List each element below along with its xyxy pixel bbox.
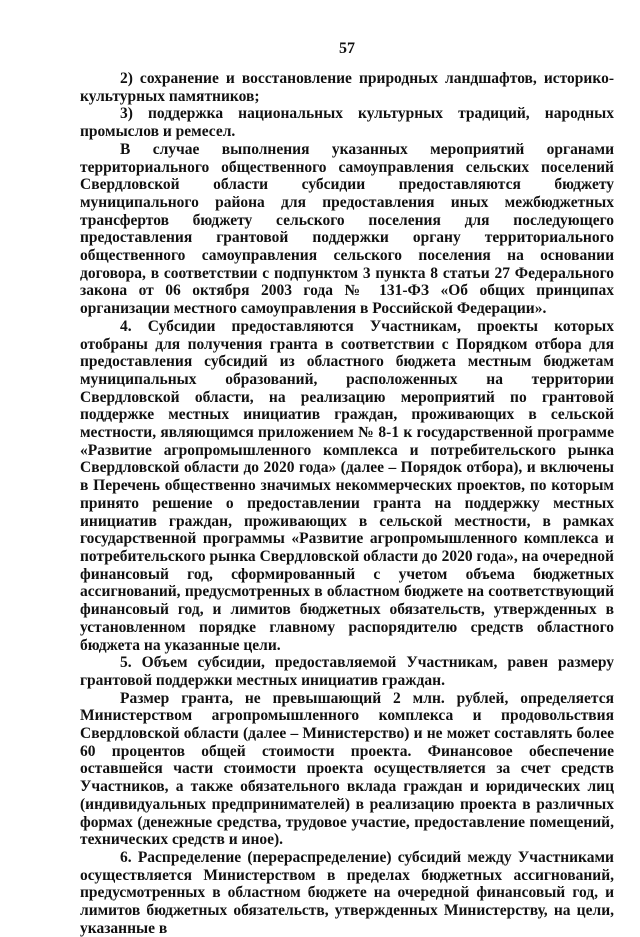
paragraph-tos-case: В случае выполнения указанных мероприятий органами территориального общественного самоуправления сельских поселений Свердловской области субсидии предоставляются бюджету муниципального района для предоставления иных межбюджетных трансфертов бюджету сельского поселения для последующего предоставления грантовой поддержки органу территориального общественного самоуправления сельского поселения на основании договора, в соответствии с подпунктом 3 пункта 8 статьи 27 Федерального закона от 06 октября 2003 года № 131-ФЗ «Об общих принципах организации местного самоуправления в Российской Федерации». (80, 140, 614, 318)
paragraph-item-3: 3) поддержка национальных культурных традиций, народных промыслов и ремесел. (80, 105, 614, 141)
paragraph-grant-size: Размер гранта, не превышающий 2 млн. рублей, определяется Министерством агропромышленного комплекса и продовольствия Свердловской области (далее – Министерство) и не может составлять более 60 процентов общей стоимости проекта. Финансовое обеспечение оставшейся части стоимости проекта осуществляется за счет средств Участников, а также обязательного вклада граждан и юридических лиц (индивидуальных предпринимателей) в реализацию проекта в различных формах (денежные средства, трудовое участие, предоставление помещений, технических средств и иное). (80, 689, 614, 849)
paragraph-item-2: 2) сохранение и восстановление природных ландшафтов, историко-культурных памятников; (80, 70, 614, 105)
page-number: 57 (339, 40, 355, 57)
document-page (80, 40, 614, 937)
paragraph-clause-4: 4. Субсидии предоставляются Участникам, проекты которых отобраны для получения гранта в соответствии с Порядком отбора для предоставления субсидий из областного бюджета местным бюджетам муниципальных образований, расположенных на территории Свердловской области, на реализацию мероприятий по грантовой поддержке местных инициатив граждан, проживающих в сельской местности, являющимся приложением № 8-1 к государственной программе «Развитие агропромышленного комплекса и потребительского рынка Свердловской области до 2020 года» (далее – Порядок отбора), и включены в Перечень общественно значимых некоммерческих проектов, по которым принято решение о предоставлении гранта на поддержку местных инициатив граждан, проживающих в сельской местности, в рамках государственной программы «Развитие агропромышленного комплекса и потребительского рынка Свердловской области до 2020 года», на очередной финансовый год, сформированный с учетом объема бюджетных ассигнований, предусмотренных в областном бюджете на соответствующий финансовый год, и лимитов бюджетных обязательств, утвержденных в установленном порядке главному распорядителю средств областного бюджета на указанные цели. (80, 317, 614, 654)
paragraph-clause-5: 5. Объем субсидии, предоставляемой Участникам, равен размеру грантовой поддержки местных инициатив граждан. (80, 654, 614, 689)
paragraph-clause-6: 6. Распределение (перераспределение) субсидий между Участниками осуществляется Министерством в пределах бюджетных ассигнований, предусмотренных в областном бюджете на очередной финансовый год, и лимитов бюджетных обязательств, утвержденных Министерству, на цели, указанные в (80, 848, 614, 937)
